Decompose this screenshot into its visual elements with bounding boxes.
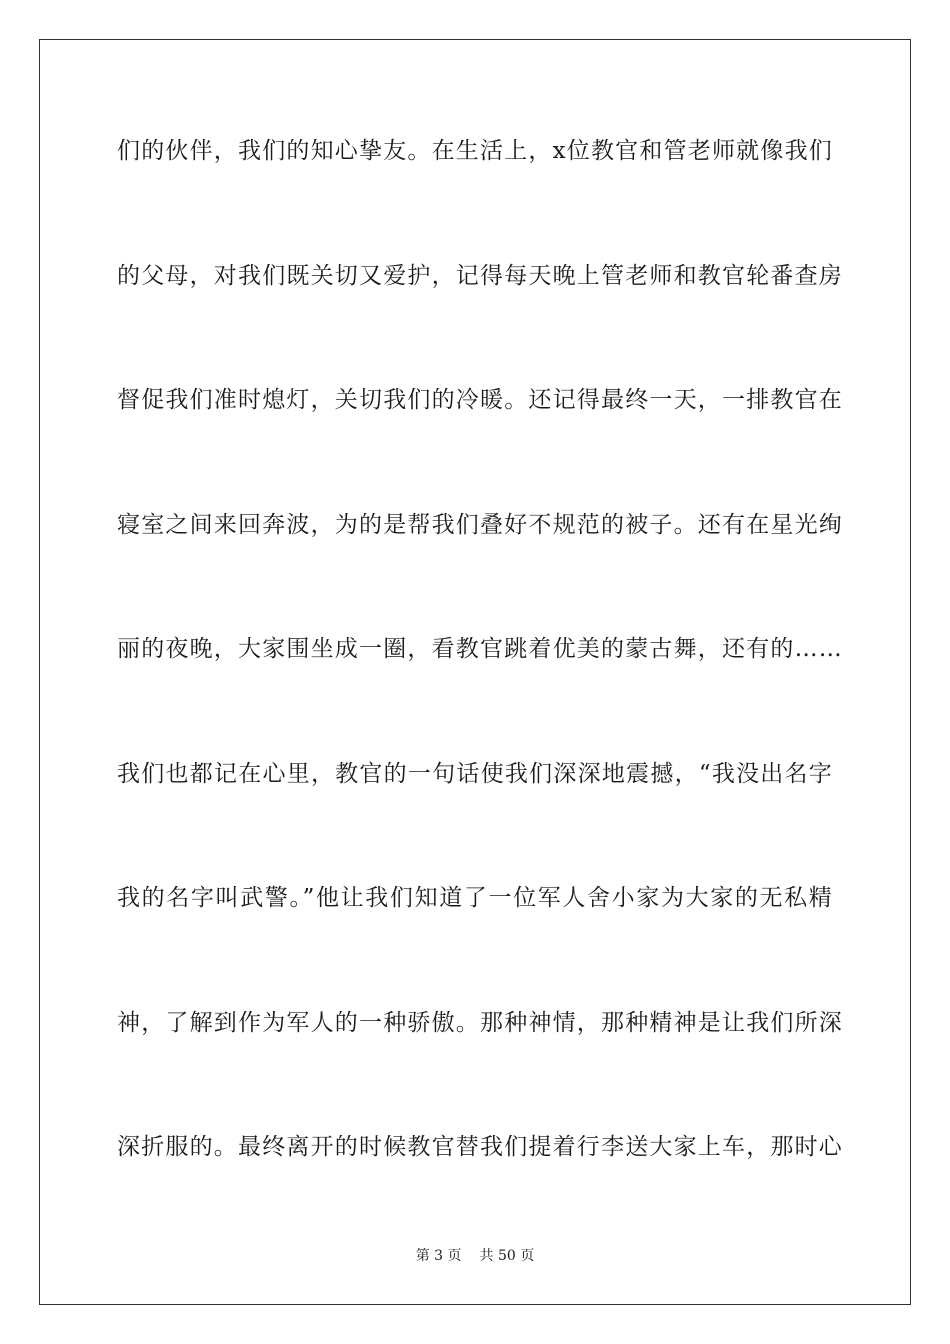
text-line: 我的名字叫武警。”他让我们知道了一位军人舍小家为大家的无私精 xyxy=(117,885,833,911)
document-body xyxy=(117,120,843,1241)
page-total: 共 50 页 xyxy=(479,1248,535,1264)
text-line: 寝室之间来回奔波，为的是帮我们叠好不规范的被子。还有在星光绚 xyxy=(117,511,843,538)
page-number: 第 3 页 xyxy=(415,1248,462,1264)
text-line: 深折服的。最终离开的时候教官替我们提着行李送大家上车，那时心 xyxy=(117,1134,843,1160)
text-line: 督促我们准时熄灯，关切我们的冷暖。还记得最终一天，一排教官在 xyxy=(117,387,843,413)
page-footer xyxy=(0,1246,950,1266)
text-line: 的父母，对我们既关切又爱护，记得每天晚上管老师和教官轮番查房 xyxy=(117,262,843,289)
text-line: 们的伙伴，我们的知心挚友。在生活上，x位教官和管老师就像我们 xyxy=(117,138,833,164)
text-line: 丽的夜晚，大家围坐成一圈，看教官跳着优美的蒙古舞，还有的…… xyxy=(117,636,843,662)
text-line: 我们也都记在心里，教官的一句话使我们深深地震撼，“我没出名字 xyxy=(117,760,833,787)
text-line: 神，了解到作为军人的一种骄傲。那种神情，那种精神是让我们所深 xyxy=(117,1009,843,1036)
